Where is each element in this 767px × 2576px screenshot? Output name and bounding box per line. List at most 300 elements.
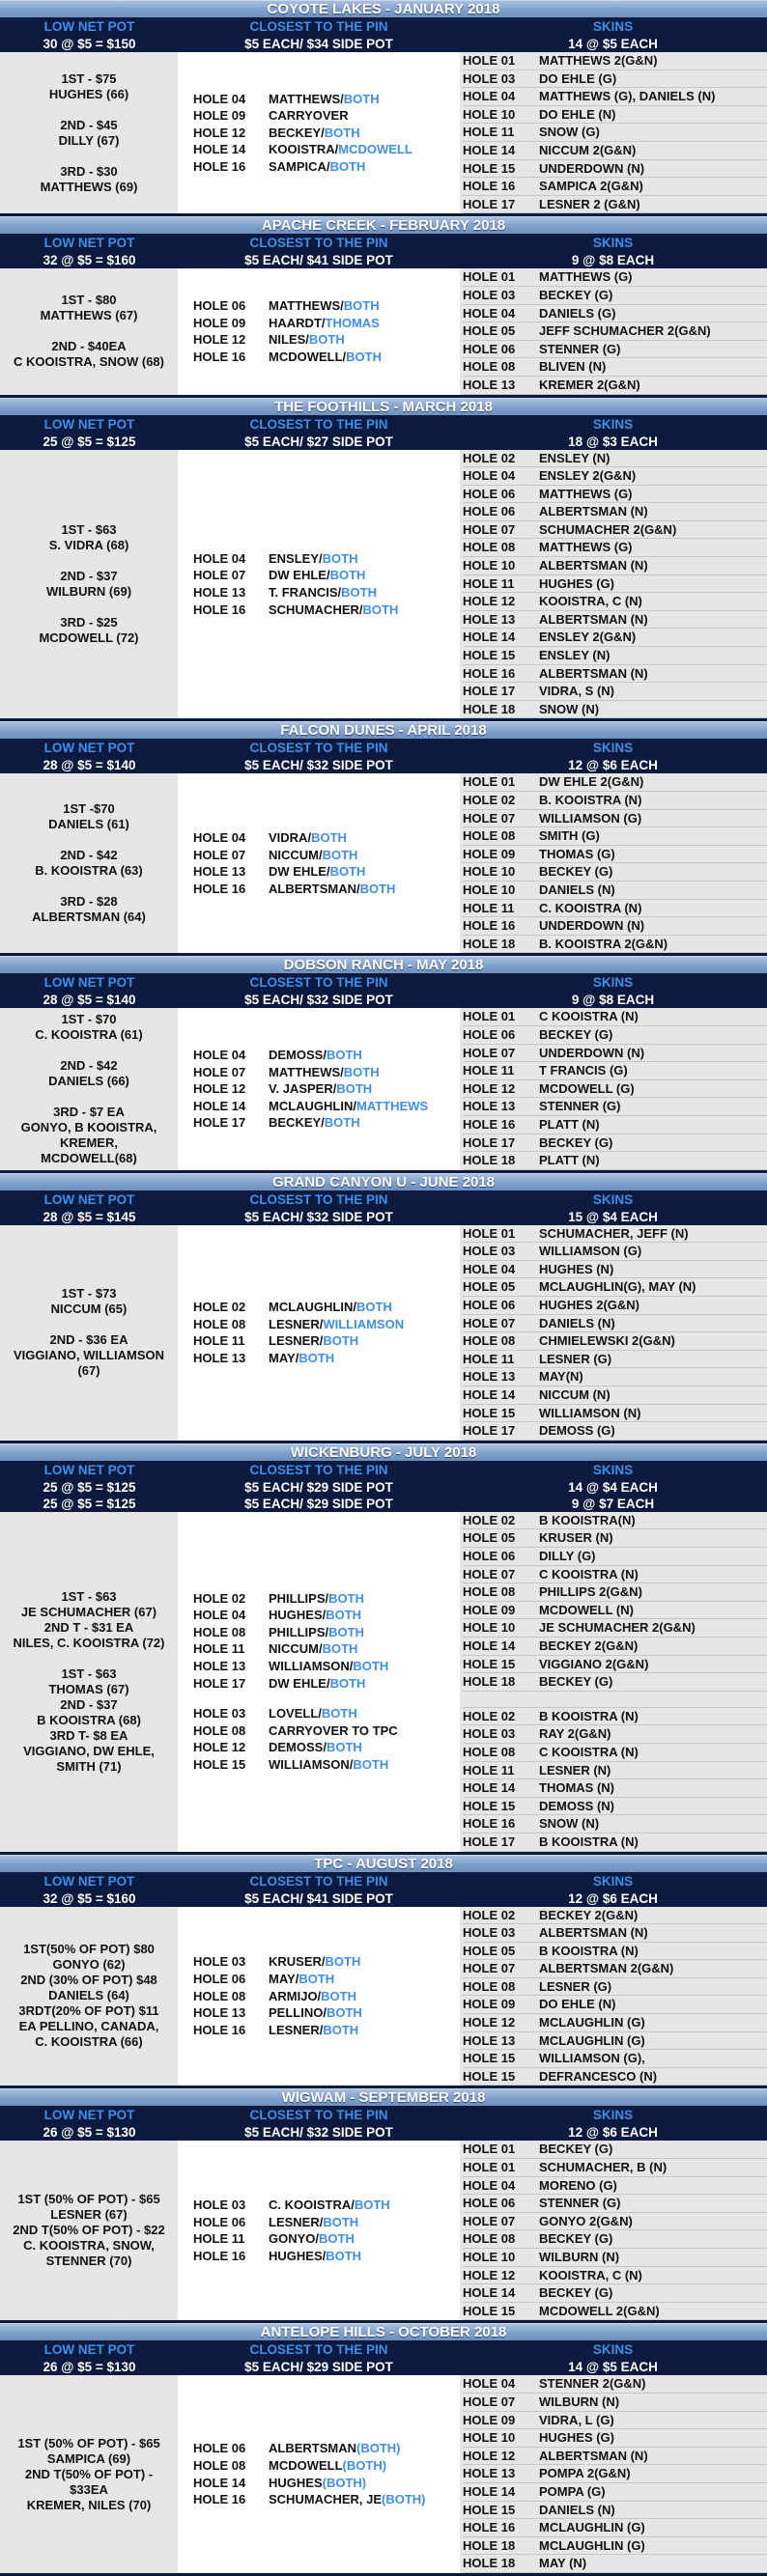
hole-number: HOLE 14 [463,630,516,645]
skins-row [463,683,767,701]
skins-pot: 9 @ $8 EACH [571,993,655,1008]
column-header-row [0,1190,767,1209]
winner-name: GONYO/ [269,2231,320,2247]
hole-number: HOLE 08 [193,1722,246,1738]
low-net-line: HUGHES (66) [48,86,129,101]
hole-number: HOLE 10 [463,2250,516,2264]
skin-winner: VIDRA, L (G) [539,2412,614,2427]
ctp-row [193,567,459,584]
event-body [0,2375,767,2573]
low-net-line: KREMER, [60,1135,118,1151]
low-net-line: 1ST (50% OF POT) - $65 [17,2192,160,2207]
ctp-pot: $5 EACH/ $27 SIDE POT [244,434,393,449]
hole-number: HOLE 02 [193,1300,246,1315]
hole-number: HOLE 01 [463,269,516,285]
low-net-results [0,1907,179,2086]
hole-number: HOLE 11 [463,1063,515,1078]
skin-winner: MAY(N) [539,1369,583,1385]
ctp-pot: $5 EACH/ $29 SIDE POT [244,1496,393,1511]
pot-row [0,2124,767,2141]
hole-number: HOLE 03 [463,70,516,86]
hole-number: HOLE 08 [193,2458,246,2474]
skin-winner: HUGHES (G) [539,2430,614,2446]
winner-extra: BOTH [362,602,399,617]
skins-row [463,1996,767,2014]
skin-winner: LESNER (N) [539,1762,611,1778]
low-net-line: NILES, C. KOOISTRA (72) [13,1635,165,1650]
skins-header: SKINS [592,2342,634,2358]
column-header-row [0,234,767,252]
skins-row [463,1243,767,1261]
hole-number: HOLE 16 [463,179,516,194]
low-net-pot: 28 @ $5 = $140 [43,993,136,1008]
hole-number: HOLE 15 [463,648,516,663]
low-net-line: 2ND T(50% OF POT) - $22 [13,2223,165,2238]
hole-number: HOLE 04 [193,550,246,566]
ctp-row [193,2230,459,2248]
low-net-line: DANIELS (66) [48,1074,129,1089]
low-net-results [0,450,179,719]
winner-extra: (BOTH) [356,2441,401,2456]
hole-number: HOLE 12 [193,1740,246,1755]
ctp-header: CLOSEST TO THE PIN [249,236,388,251]
skins-row [463,2195,767,2213]
skins-row [463,2394,767,2412]
low-net-line: (67) [77,1363,100,1379]
skins-row [463,1762,767,1780]
event-body [0,450,767,719]
ctp-results [179,450,459,719]
skin-winner: MCLAUGHLIN (G) [539,2032,645,2048]
skins-row [463,486,767,504]
ctp-results [179,1907,459,2086]
hole-number: HOLE 14 [193,2475,246,2490]
event-title: COYOTE LAKES - JANUARY 2018 [0,0,767,17]
event-title: ANTELOPE HILLS - OCTOBER 2018 [0,2323,767,2340]
ctp-row [193,141,459,158]
skins-row [463,70,767,89]
hole-number: HOLE 06 [193,2214,246,2229]
winner-extra: BOTH [326,1608,362,1623]
winner-name: LESNER/ [269,1316,324,1331]
skin-winner: JE SCHUMACHER 2(G&N) [539,1620,696,1636]
low-net-line: 3RD T- $8 EA [49,1727,128,1743]
skins-row [463,1943,767,1961]
spacer [463,1692,767,1708]
winner-name: LESNER/ [269,2022,324,2037]
hole-number: HOLE 15 [463,2051,516,2066]
hole-number: HOLE 03 [193,1706,246,1722]
ctp-row [193,1988,459,2005]
skins-row [463,1548,767,1566]
skin-winner: C KOOISTRA (N) [539,1566,639,1582]
skins-row [463,2249,767,2267]
skins-row [463,2303,767,2321]
skin-winner: MCDOWELL (N) [539,1602,634,1617]
hole-number: HOLE 12 [463,594,516,609]
hole-number: HOLE 10 [463,1620,516,1636]
pot-row [0,1479,767,1496]
winner-extra: BOTH [336,1081,373,1097]
skin-winner: VIGGIANO 2(G&N) [539,1656,649,1671]
skins-results [459,52,767,213]
skins-row [463,88,767,106]
ctp-row [193,1739,459,1756]
winner-extra: BOTH [329,1675,366,1691]
low-net-line: VIGGIANO, DW EHLE, [23,1743,155,1758]
hole-number: HOLE 16 [463,665,516,681]
low-net-line: NICCUM (65) [50,1302,128,1317]
low-net-line: 2ND - $40EA [51,339,127,354]
low-net-line: 2ND - $36 EA [49,1332,128,1348]
hole-number: HOLE 16 [463,918,516,934]
low-net-line: MCDOWELL (72) [39,630,139,645]
skin-winner: KREMER 2(G&N) [539,377,640,392]
winner-name: C. KOOISTRA/ [269,2198,355,2213]
skins-header: SKINS [592,1462,634,1477]
hole-number: HOLE 04 [463,89,516,104]
low-net-line: STENNER (70) [45,2254,132,2269]
skin-winner: DANIELS (N) [539,1315,615,1330]
winner-extra: BOTH [298,1350,335,1365]
skins-row [463,287,767,305]
winner-name: ALBERTSMAN/ [269,881,360,896]
low-net-line: $33EA [70,2481,108,2497]
low-net-header: LOW NET POT [43,975,135,991]
low-net-line: 2ND - $37 [60,568,118,583]
skin-winner: MCLAUGHLIN (G) [539,2537,645,2553]
skin-winner: HUGHES (N) [539,1261,614,1276]
skin-winner: MATTHEWS (G) [539,486,633,501]
skins-pot: 14 @ $5 EACH [568,37,658,51]
skins-row [463,1798,767,1816]
skins-row [463,2483,767,2502]
skin-winner: NICCUM 2(G&N) [539,142,637,157]
winner-name: LESNER/ [269,2214,324,2229]
skins-row [463,2141,767,2159]
hole-number: HOLE 13 [463,2466,516,2481]
low-net-line: 1ST - $63 [61,521,117,537]
hole-number: HOLE 17 [463,1134,516,1150]
skin-winner: DO EHLE (G) [539,70,617,86]
skin-winner: GONYO 2(G&N) [539,2213,633,2228]
winner-name: HAARDT/ [269,315,326,330]
hole-number: HOLE 13 [463,2032,516,2048]
ctp-row [193,863,459,881]
winner-name: NILES/ [269,332,309,348]
pot-row [0,2359,767,2375]
hole-number: HOLE 12 [463,2015,516,2030]
hole-number: HOLE 03 [463,1726,516,1742]
skins-header: SKINS [592,975,634,991]
skins-row [463,2050,767,2068]
winner-name: KOOISTRA/ [269,142,339,157]
low-net-line: 1ST - $70 [61,1012,117,1027]
ctp-row [193,91,459,108]
skins-header: SKINS [592,236,634,251]
low-net-line: VIGGIANO, WILLIAMSON [14,1348,164,1363]
skin-winner: DANIELS (N) [539,2502,615,2517]
low-net-line: SAMPICA (69) [46,2450,131,2466]
skin-winner: BECKEY (G) [539,2142,613,2157]
ctp-pot: $5 EACH/ $32 SIDE POT [244,2125,393,2141]
skin-winner: STENNER (G) [539,2196,621,2211]
skin-winner: KOOISTRA, C (N) [539,594,642,609]
hole-number: HOLE 03 [193,2198,246,2213]
skins-row [463,377,767,395]
event-section [0,956,767,1172]
ctp-results [179,1225,459,1441]
ctp-results [179,1512,459,1852]
ctp-row [193,602,459,619]
skins-pot: 14 @ $5 EACH [568,2360,658,2375]
skin-winner: DEMOSS (G) [539,1423,615,1439]
skin-winner: LESNER (G) [539,1351,612,1366]
hole-number: HOLE 04 [463,1261,516,1276]
hole-number: HOLE 10 [463,558,516,574]
skin-winner: DO EHLE (N) [539,1997,616,2012]
skins-row [463,611,767,630]
hole-number: HOLE 08 [463,1744,516,1759]
hole-number: HOLE 04 [193,91,246,106]
winner-name: MCLAUGHLIN/ [269,1098,356,1113]
skins-row [463,2537,767,2556]
low-net-pot: 26 @ $5 = $130 [43,2125,136,2141]
winner-name: NICCUM/ [269,847,323,862]
winner-extra: BOTH [359,881,396,896]
ctp-row [193,847,459,864]
event-section [0,2323,767,2576]
skins-row [463,1602,767,1620]
skins-results [459,1225,767,1441]
ctp-results [179,773,459,953]
low-net-header: LOW NET POT [43,2108,135,2123]
ctp-row [193,1607,459,1624]
skin-winner: DEMOSS (N) [539,1798,614,1813]
hole-number: HOLE 02 [463,1708,516,1723]
hole-number: HOLE 13 [193,1659,246,1674]
low-net-pot: 28 @ $5 = $145 [43,1209,136,1224]
low-net-header: LOW NET POT [43,2342,135,2358]
skins-row [463,701,767,719]
skin-winner: C KOOISTRA (N) [539,1744,639,1759]
hole-number: HOLE 08 [193,1624,246,1639]
hole-number: HOLE 13 [463,611,516,627]
low-net-pot: 25 @ $5 = $125 [43,434,136,449]
hole-number: HOLE 04 [463,305,516,321]
ctp-row [193,829,459,847]
hole-number: HOLE 13 [463,1369,516,1385]
hole-number: HOLE 17 [193,1115,246,1131]
skin-winner: B KOOISTRA(N) [539,1512,636,1527]
skin-winner: KOOISTRA, C (N) [539,2267,642,2282]
skins-row [463,1405,767,1423]
winner-extra: BOTH [324,1115,360,1131]
skins-results [459,1907,767,2086]
hole-number: HOLE 12 [193,1081,246,1097]
hole-number: HOLE 16 [193,602,246,617]
ctp-row [193,2248,459,2265]
skins-row [463,1386,767,1405]
hole-number: HOLE 11 [463,1351,515,1366]
event-body [0,1512,767,1852]
skin-winner: ENSLEY (N) [539,450,611,465]
winner-extra: BOTH [311,830,347,846]
skin-winner: SNOW (N) [539,1816,600,1832]
skins-pot: 9 @ $8 EACH [571,253,655,268]
low-net-line: 2ND T(50% OF POT) - [24,2466,154,2481]
winner-extra: BOTH [343,1064,380,1079]
hole-number: HOLE 16 [463,1116,516,1132]
column-header-row [0,1461,767,1479]
low-net-line: 2ND - $42 [60,1058,118,1074]
ctp-results [179,52,459,213]
hole-number: HOLE 08 [463,1333,516,1349]
hole-number: HOLE 06 [463,504,516,519]
skins-row [463,2502,767,2520]
low-net-line: 1ST - $63 [61,1588,117,1604]
skin-winner: THOMAS (G) [539,846,615,861]
ctp-pot: $5 EACH/ $32 SIDE POT [244,1209,393,1224]
skin-winner: DW EHLE 2(G&N) [539,774,644,790]
hole-number: HOLE 17 [193,1675,246,1691]
low-net-line: WILBURN (69) [45,583,132,599]
winner-name: ALBERTSMAN [269,2441,356,2456]
hole-number: HOLE 09 [463,1997,516,2012]
skin-winner: CHMIELEWSKI 2(G&N) [539,1333,675,1349]
low-net-line: DILLY (67) [58,132,120,148]
hole-number: HOLE 01 [463,1009,516,1024]
winner-extra: BOTH [322,550,358,566]
skin-winner: SAMPICA 2(G&N) [539,179,643,194]
hole-number: HOLE 14 [463,1780,516,1796]
low-net-line: ALBERTSMAN (64) [32,910,146,925]
winner-extra: BOTH [329,159,366,175]
hole-number: HOLE 09 [463,1602,516,1617]
skins-row [463,1744,767,1762]
skins-row [463,2465,767,2483]
skins-row [463,2267,767,2285]
hole-number: HOLE 06 [463,1549,516,1563]
skins-row [463,1834,767,1852]
low-net-line: 2ND - $42 [60,848,118,863]
skin-winner: MCLAUGHLIN(G), MAY (N) [539,1279,696,1295]
hole-number: HOLE 07 [463,2394,516,2409]
low-net-line: 2ND T - $31 EA [43,1619,134,1635]
hole-number: HOLE 05 [463,1279,516,1295]
ctp-header: CLOSEST TO THE PIN [249,19,388,34]
skins-row [463,2230,767,2249]
skins-row [463,1315,767,1333]
skin-winner: BLIVEN (N) [539,359,607,375]
hole-number: HOLE 18 [463,701,516,716]
hole-number: HOLE 03 [463,1244,516,1259]
skins-row [463,1152,767,1170]
skins-header: SKINS [592,19,634,34]
skins-row [463,557,767,575]
low-net-line: 3RD - $30 [60,163,118,179]
skin-winner: T FRANCIS (G) [539,1063,628,1078]
winner-name: BECKEY/ [269,1115,325,1131]
hole-number: HOLE 08 [463,359,516,375]
low-net-line: GONYO, B KOOISTRA, [20,1120,157,1135]
skin-winner: WILLIAMSON (G) [539,810,642,826]
skins-row [463,196,767,214]
skin-winner: KRUSER (N) [539,1530,613,1546]
event-title: WICKENBURG - JULY 2018 [0,1443,767,1461]
hole-number: HOLE 18 [463,936,516,951]
skins-row [463,305,767,323]
skins-row [463,2032,767,2051]
hole-number: HOLE 07 [463,1045,516,1060]
skin-winner: B KOOISTRA (N) [539,1943,639,1958]
hole-number: HOLE 13 [463,377,516,392]
skins-row [463,1062,767,1080]
skin-winner: SNOW (N) [539,701,600,716]
ctp-header: CLOSEST TO THE PIN [249,1873,388,1889]
winner-name: PHILLIPS/ [269,1624,329,1639]
winner-extra: BOTH [343,298,380,314]
skin-winner: BECKEY (G) [539,1026,613,1042]
hole-number: HOLE 07 [193,568,246,583]
low-net-line: B. KOOISTRA (63) [35,863,143,879]
skin-winner: NICCUM (N) [539,1387,611,1403]
hole-number: HOLE 07 [463,1566,516,1582]
low-net-line: 1ST(50% OF POT) $80 [23,1942,155,1957]
skins-row [463,863,767,882]
hole-number: HOLE 12 [463,1080,516,1096]
hole-number: HOLE 08 [463,1584,516,1600]
skins-row [463,160,767,179]
hole-number: HOLE 02 [463,1907,516,1922]
hole-number: HOLE 17 [463,196,516,211]
skins-row [463,575,767,594]
winner-extra: BOTH [353,1659,389,1674]
skins-header: SKINS [592,741,634,756]
skins-row [463,647,767,665]
skin-winner: BECKEY (G) [539,287,613,302]
winner-name: NICCUM/ [269,1641,323,1657]
skins-row [463,322,767,341]
hole-number: HOLE 08 [463,2231,516,2247]
winner-extra: (BOTH) [322,2475,367,2490]
event-title: THE FOOTHILLS - MARCH 2018 [0,398,767,415]
hole-number: HOLE 11 [193,2231,245,2247]
low-net-line: 1ST -$70 [63,801,115,817]
low-net-line: KREMER, NILES (70) [26,2497,152,2512]
skin-winner: ENSLEY (N) [539,648,611,663]
winner-extra: MCDOWELL [338,142,412,157]
low-net-line: 1ST (50% OF POT) - $65 [17,2435,160,2450]
hole-number: HOLE 02 [463,793,516,807]
low-net-line: 1ST - $75 [61,70,117,86]
ctp-header: CLOSEST TO THE PIN [249,1191,388,1207]
skins-row [463,1725,767,1744]
ctp-row [193,1114,459,1132]
skins-pot: 12 @ $6 EACH [568,2125,658,2141]
hole-number: HOLE 11 [193,1333,245,1349]
skin-winner: B KOOISTRA (N) [539,1708,639,1723]
low-net-pot: 28 @ $5 = $140 [43,758,136,773]
hole-number: HOLE 13 [193,584,246,600]
skin-winner: MCLAUGHLIN (G) [539,2520,645,2535]
skin-winner: UNDERDOWN (N) [539,1045,645,1060]
skins-row [463,1673,767,1692]
hole-number: HOLE 08 [193,1316,246,1331]
hole-number: HOLE 15 [463,1798,516,1813]
skins-row [463,1815,767,1834]
event-title: GRAND CANYON U - JUNE 2018 [0,1173,767,1190]
